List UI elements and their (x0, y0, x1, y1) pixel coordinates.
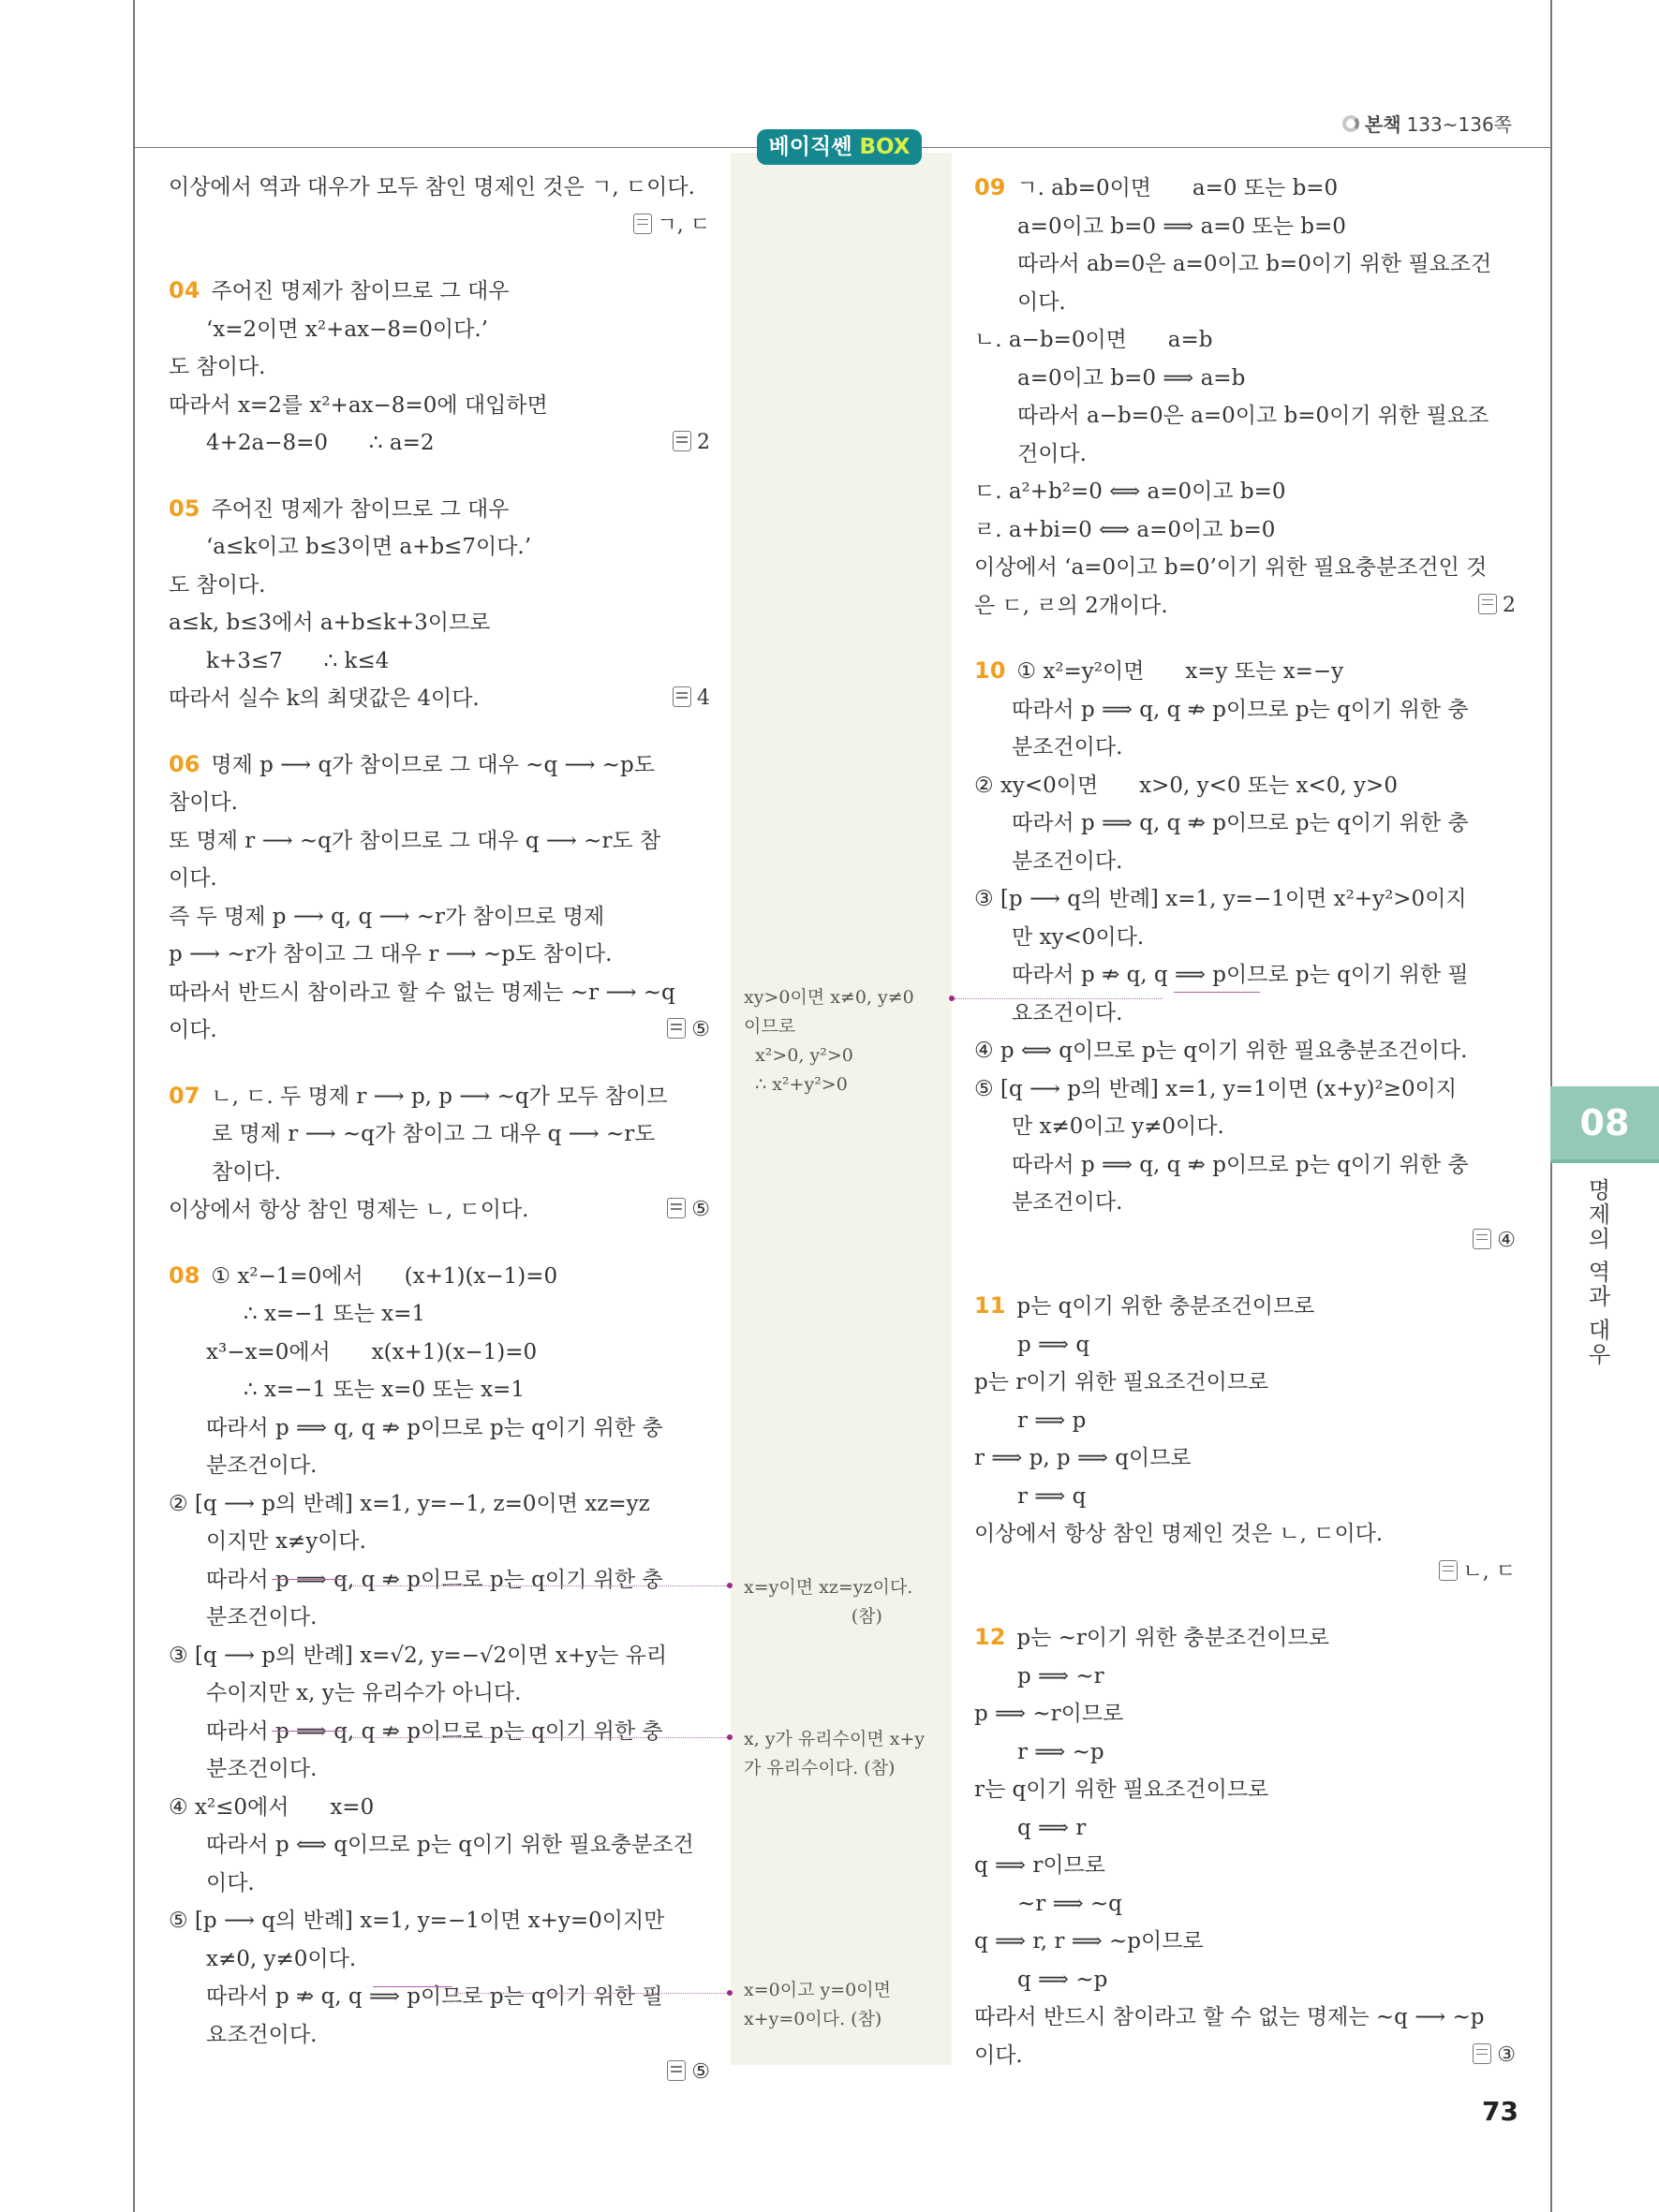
box-note-2: x=y이면 xz=yz이다. (참) (744, 1577, 913, 1627)
answer-icon (1473, 1229, 1491, 1249)
answer-mark: ㄱ, ㄷ (633, 207, 711, 245)
note-marker-dot (727, 1734, 733, 1740)
chapter-tab-underline (1550, 1159, 1659, 1163)
answer-mark: ㄴ, ㄷ (1439, 1554, 1517, 1592)
solution-05: 05 주어진 명제가 참이므로 그 대우 ‘a≤k이고 b≤3이면 a+b≤7이다.’ 도 참이다. a≤k, b≤3에서 a+b≤k+3이므로 k+3≤7 ∴ k≤4 따라서 실수 k의 최댓값은 4이다. 4 (169, 490, 710, 718)
note-leader (348, 1585, 727, 1586)
answer-mark: 2 (1478, 587, 1516, 626)
answer-icon (667, 1198, 686, 1218)
answer-icon (667, 2060, 686, 2081)
answer-icon (1439, 1560, 1458, 1581)
answer-icon (1473, 2043, 1491, 2064)
page-border-left (133, 0, 135, 2212)
box-note-4: x=0이고 y=0이면 x+y=0이다. (참) (744, 1980, 891, 2029)
answer-mark: 4 (673, 680, 710, 718)
answer-icon (673, 686, 691, 707)
note-underline (272, 1579, 347, 1580)
chapter-tab-title: 명제의 역과 대우 (1584, 1178, 1610, 1367)
solution-07: 07 ㄴ, ㄷ. 두 명제 r ⟶ p, p ⟶ ~q가 모두 참이므 로 명제 r ⟶ ~q가 참이고 그 대우 q ⟶ ~r도 참이다. 이상에서 항상 참인 명제는 ㄴ, ㄷ이다. ⑤ (169, 1077, 710, 1230)
answer-icon (673, 431, 691, 451)
chapter-tab-number: 08 (1550, 1086, 1659, 1159)
solution-09: 09 ㄱ. ab=0이면 a=0 또는 b=0 a=0이고 b=0 ⟹ a=0 또는 b=0 따라서 ab=0은 a=0이고 b=0이기 위한 필요조건 이다. ㄴ. a−b=0이면 a=b a=0이고 b=0 ⟹ a=b 따라서 a−b=0은 a=0이고 b=0이기 위한 필요조 건이다. ㄷ. a²+b²=0 ⟺ a=0이고 b=0 ㄹ. a+bi=0 ⟺ a=0이고 b=0 이상에서 ‘a=0이고 b=0’이기 위한 필요충분조건인 것 은 ㄷ, ㄹ의 2개이다. 2 (974, 169, 1516, 625)
note-underline (373, 1986, 452, 1987)
answer-icon (1478, 594, 1497, 614)
solution-08: 08 ① x²−1=0에서 (x+1)(x−1)=0 ∴ x=−1 또는 x=1 x³−x=0에서 x(x+1)(x−1)=0 ∴ x=−1 또는 x=0 또는 x=1 따라서 p ⟹ q, q ⇏ p이므로 p는 q이기 위한 충 분조건이다. ② [q ⟶ p의 반례] x=1, y=−1, z=0이면 xz=yz 이지만 x≠y이다. 따라서 p ⟹ q, q ⇏ p이므로 p는 q이기 위한 충 분조건이다. ③ [q ⟶ p의 반례] x=√2, y=−√2이면 x+y는 유리 수이지만 x, y는 유리수가 아니다. 따라서 p ⟹ q, q ⇏ p이므로 p는 q이기 위한 충 분조건이다. ④ x²≤0에서 x=0 따라서 p ⟺ q이므로 p는 q이기 위한 필요충분조건 이다. ⑤ [p ⟶ q의 반례] x=1, y=−1이면 x+y=0이지만 x≠0, y≠0이다. 따라서 p ⇏ q, q ⟹ p이므로 p는 q이기 위한 필 요조건이다. ⑤ (169, 1257, 710, 2092)
right-column (974, 169, 1516, 2074)
note-leader (454, 1993, 727, 1994)
box-note-3: x, y가 유리수이면 x+y 가 유리수이다. (참) (744, 1729, 926, 1778)
answer-mark: ⑤ (667, 2054, 710, 2092)
reference-icon (1342, 115, 1359, 132)
note-leader (955, 998, 1163, 999)
box-note-1: xy>0이면 x≠0, y≠0 이므로 x²>0, y²>0 ∴ x²+y²>0 (744, 987, 914, 1095)
answer-mark: ④ (1473, 1222, 1516, 1261)
answer-icon (667, 1018, 686, 1039)
note-leader (348, 1737, 727, 1738)
note-underline (1174, 992, 1260, 993)
page-number: 73 (1482, 2096, 1518, 2127)
solution-12: 12 p는 ~r이기 위한 충분조건이므로 p ⟹ ~r p ⟹ ~r이므로 r ⟹ ~p r는 q이기 위한 필요조건이므로 q ⟹ r q ⟹ r이므로 ~r ⟹ ~q q ⟹ r, r ⟹ ~p이므로 q ⟹ ~p 따라서 반드시 참이라고 할 수 없는 명제는 ~q ⟶ ~p 이다. ③ (974, 1618, 1516, 2074)
answer-mark: ⑤ (667, 1011, 710, 1050)
note-marker-dot (727, 1583, 733, 1588)
answer-mark: 2 (673, 424, 710, 463)
answer-icon (633, 214, 652, 234)
solution-11: 11 p는 q이기 위한 충분조건이므로 p ⟹ q p는 r이기 위한 필요조건이므로 r ⟹ p r ⟹ p, p ⟹ q이므로 r ⟹ q 이상에서 항상 참인 명제인 것은 ㄴ, ㄷ이다. ㄴ, ㄷ (974, 1287, 1516, 1591)
note-marker-dot (727, 1990, 733, 1996)
note-underline (272, 1731, 347, 1732)
basic-box-title: 베이직쎈 BOX (757, 129, 922, 165)
answer-mark: ⑤ (667, 1191, 710, 1230)
textbook-reference: 본책 133~136쪽 (1342, 110, 1512, 137)
left-column: 이상에서 역과 대우가 모두 참인 명제인 것은 ㄱ, ㄷ이다. ㄱ, ㄷ 04 주어진 명제가 참이므로 그 대우 ‘x=2이면 x²+ax−8=0이다.’ 도 참이다. 따라서 x=2를 x²+ax−8=0에 대입하면 4+2a−8=0 ∴ a=2 2 05 주어진 명제가 참이므로 그 대우 ‘a≤k이고 b≤3이면 a+b≤7이다.’ 도 참이다. a≤k, b≤3에서 a+b≤k+3이므로 k+3≤7 ∴ k≤4 따라서 실수 k의 최댓값은 4이다. 4 06 명제 p ⟶ q가 참이므로 그 대우 ~q ⟶ ~p도 참이다. 또 명제 r ⟶ ~q가 참이므로 그 대우 q ⟶ ~r도 참 이다. 즉 두 명제 p ⟶ q, q ⟶ ~r가 참이므로 명제 p ⟶ ~r가 참이고 그 대우 r ⟶ ~p도 참이다. 따라서 반드시 참이라고 할 수 없는 명제는 ~r ⟶ ~q 이다. ⑤ 07 ㄴ, ㄷ. 두 명제 r ⟶ p, p ⟶ ~q가 모두 참이므 로 명제 r ⟶ ~q가 참이고 그 대우 q ⟶ ~r도 참이다. 이상에서 항상 참인 명제는 ㄴ, ㄷ이다. ⑤ 08 ① x²−1=0에서 (x+1)(x−1)=0 ∴ x=−1 또는 x=1 x³−x=0에서 x(x+1)(x−1)=0 ∴ x=−1 또는 x=0 또는 x=1 따라서 p ⟹ q, q ⇏ p이므로 p는 q이기 위한 충 분조건이다. ② [q ⟶ p의 반례] x=1, y=−1, z=0이면 xz=yz 이지만 x≠y이다. 따라서 p ⟹ q, q ⇏ p이므로 p는 q이기 위한 충 분조건이다. ③ [q ⟶ p의 반례] x=√2, y=−√2이면 x+y는 유리 수이지만 x, y는 유리수가 아니다. 따라서 p ⟹ q, q ⇏ p이므로 p는 q이기 위한 충 분조건이다. ④ x²≤0에서 x=0 따라서 p ⟺ q이므로 p는 q이기 위한 필요충분조건 이다. ⑤ [p ⟶ q의 반례] x=1, y=−1이면 x+y=0이지만 x≠0, y≠0이다. 따라서 p ⇏ q, q ⟹ p이므로 p는 q이기 위한 필 요조건이다. ⑤ (169, 169, 710, 2092)
solution-04: 04 주어진 명제가 참이므로 그 대우 ‘x=2이면 x²+ax−8=0이다.’ 도 참이다. 따라서 x=2를 x²+ax−8=0에 대입하면 4+2a−8=0 ∴ a=2 2 (169, 272, 710, 463)
solution-06: 06 명제 p ⟶ q가 참이므로 그 대우 ~q ⟶ ~p도 참이다. 또 명제 r ⟶ ~q가 참이므로 그 대우 q ⟶ ~r도 참 이다. 즉 두 명제 p ⟶ q, q ⟶ ~r가 참이므로 명제 p ⟶ ~r가 참이고 그 대우 r ⟶ ~p도 참이다. 따라서 반드시 참이라고 할 수 없는 명제는 ~r ⟶ ~q 이다. ⑤ (169, 745, 710, 1050)
solution-10: 10 ① x²=y²이면 x=y 또는 x=−y 따라서 p ⟹ q, q ⇏ p이므로 p는 q이기 위한 충 분조건이다. ② xy<0이면 x>0, y<0 또는 x<0, y>0 따라서 p ⟹ q, q ⇏ p이므로 p는 q이기 위한 충 분조건이다. ③ [p ⟶ q의 반례] x=1, y=−1이면 x²+y²>0이지 만 xy<0이다. 따라서 p ⇏ q, q ⟹ p이므로 p는 q이기 위한 필 요조건이다. ④ p ⟺ q이므로 p는 q이기 위한 필요충분조건이다. ⑤ [q ⟶ p의 반례] x=1, y=1이면 (x+y)²≥0이지 만 x≠0이고 y≠0이다. 따라서 p ⟹ q, q ⇏ p이므로 p는 q이기 위한 충 분조건이다. ④ (974, 652, 1516, 1260)
answer-mark: ③ (1473, 2037, 1516, 2075)
